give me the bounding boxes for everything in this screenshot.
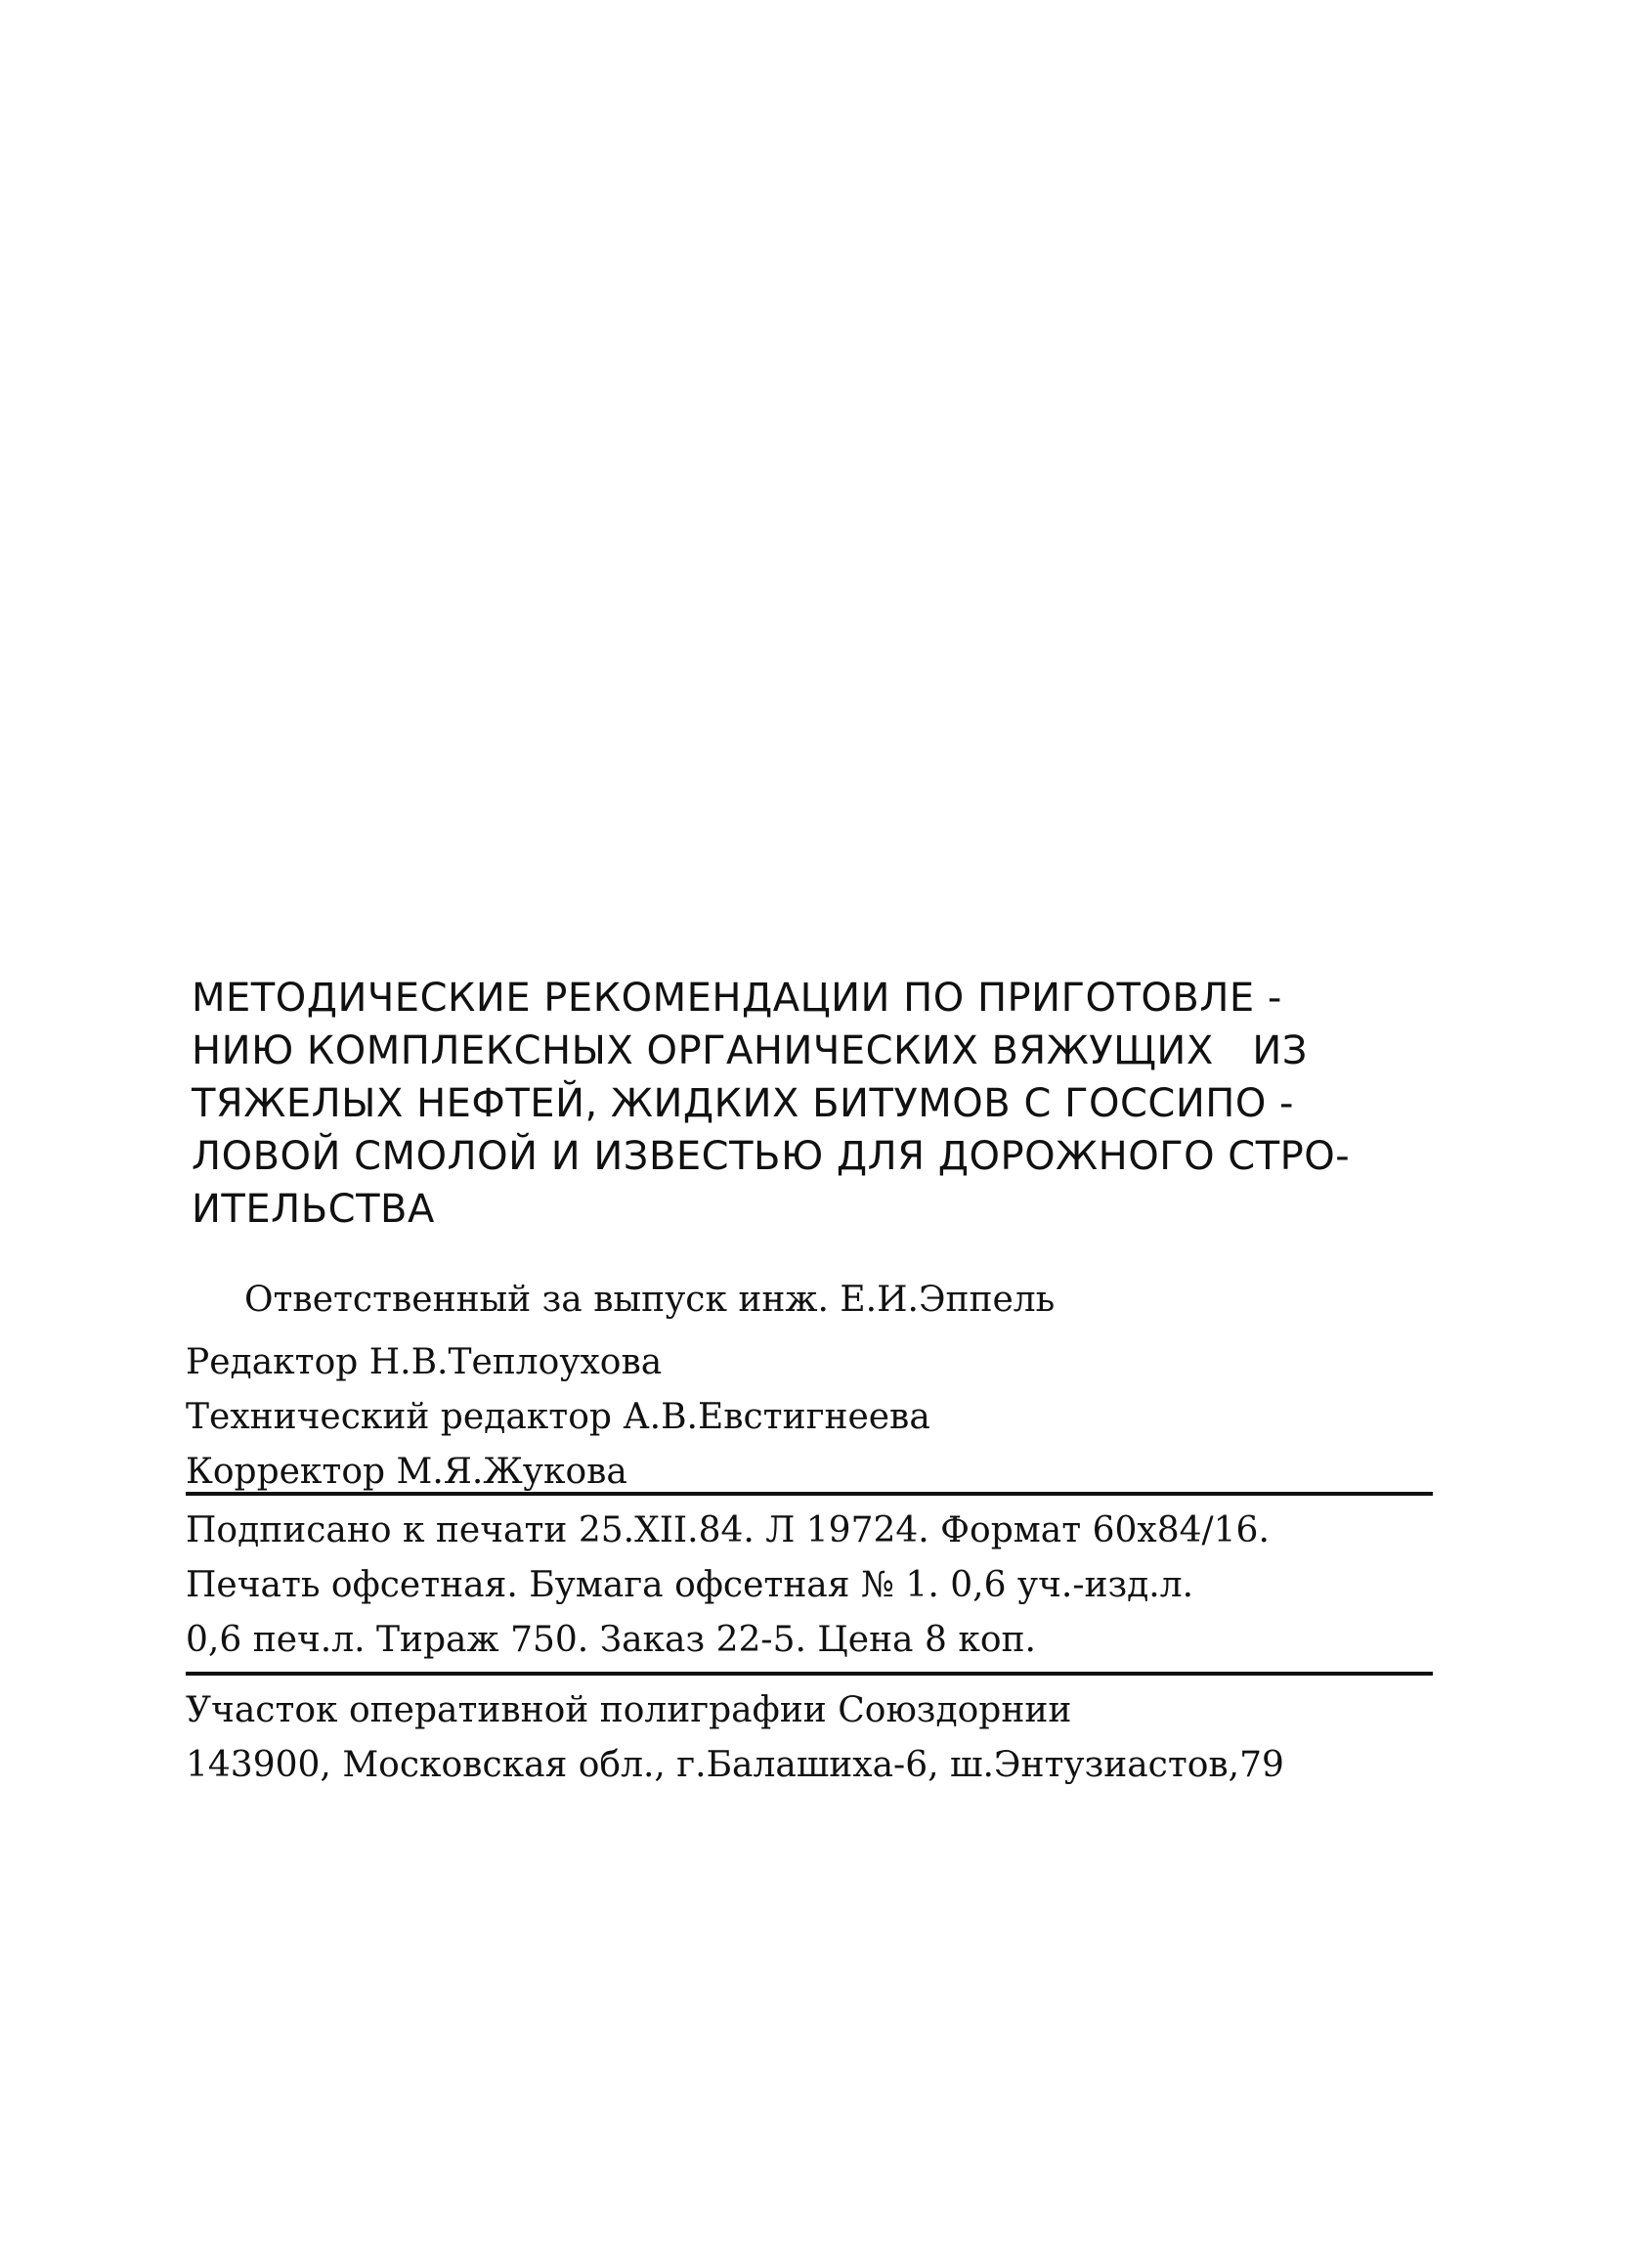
document-title [192, 972, 1452, 1236]
tech-editor-line: Технический редактор А.В.Евстигнеева [186, 1397, 930, 1437]
imprint-line-2: Печать офсетная. Бумага офсетная № 1. 0,6 уч.-изд.л. [186, 1565, 1194, 1605]
imprint-line-3: 0,6 печ.л. Тираж 750. Заказ 22-5. Цена 8 коп. [186, 1620, 1036, 1660]
title-line-3: ТЯЖЕЛЫХ НЕФТЕЙ, ЖИДКИХ БИТУМОВ С ГОССИПО - [192, 1081, 1294, 1126]
responsible-line: Ответственный за выпуск инж. Е.И.Эппель [244, 1280, 1056, 1320]
credits-block [186, 1273, 1456, 1500]
printer-line-1: Участок оперативной полиграфии Союздорнии [186, 1690, 1072, 1730]
title-line-2: НИЮ КОМПЛЕКСНЫХ ОРГАНИЧЕСКИХ ВЯЖУЩИХ ИЗ [192, 1028, 1308, 1073]
editor-line: Редактор Н.В.Теплоухова [186, 1342, 663, 1382]
printer-block [186, 1683, 1476, 1793]
title-line-1: МЕТОДИЧЕСКИЕ РЕКОМЕНДАЦИИ ПО ПРИГОТОВЛЕ - [192, 976, 1282, 1021]
title-line-5: ИТЕЛЬСТВА [192, 1187, 435, 1232]
title-line-4: ЛОВОЙ СМОЛОЙ И ИЗВЕСТЬЮ ДЛЯ ДОРОЖНОГО СТРО- [192, 1134, 1351, 1179]
divider-bottom [186, 1672, 1433, 1676]
imprint-line-1: Подписано к печати 25.XII.84. Л 19724. Формат 60х84/16. [186, 1510, 1270, 1550]
proofreader-line: Корректор М.Я.Жукова [186, 1452, 627, 1492]
divider-top [186, 1492, 1433, 1496]
printer-line-2: 143900, Московская обл., г.Балашиха-6, ш.Энтузиастов,79 [186, 1745, 1284, 1785]
imprint-block [186, 1504, 1456, 1668]
